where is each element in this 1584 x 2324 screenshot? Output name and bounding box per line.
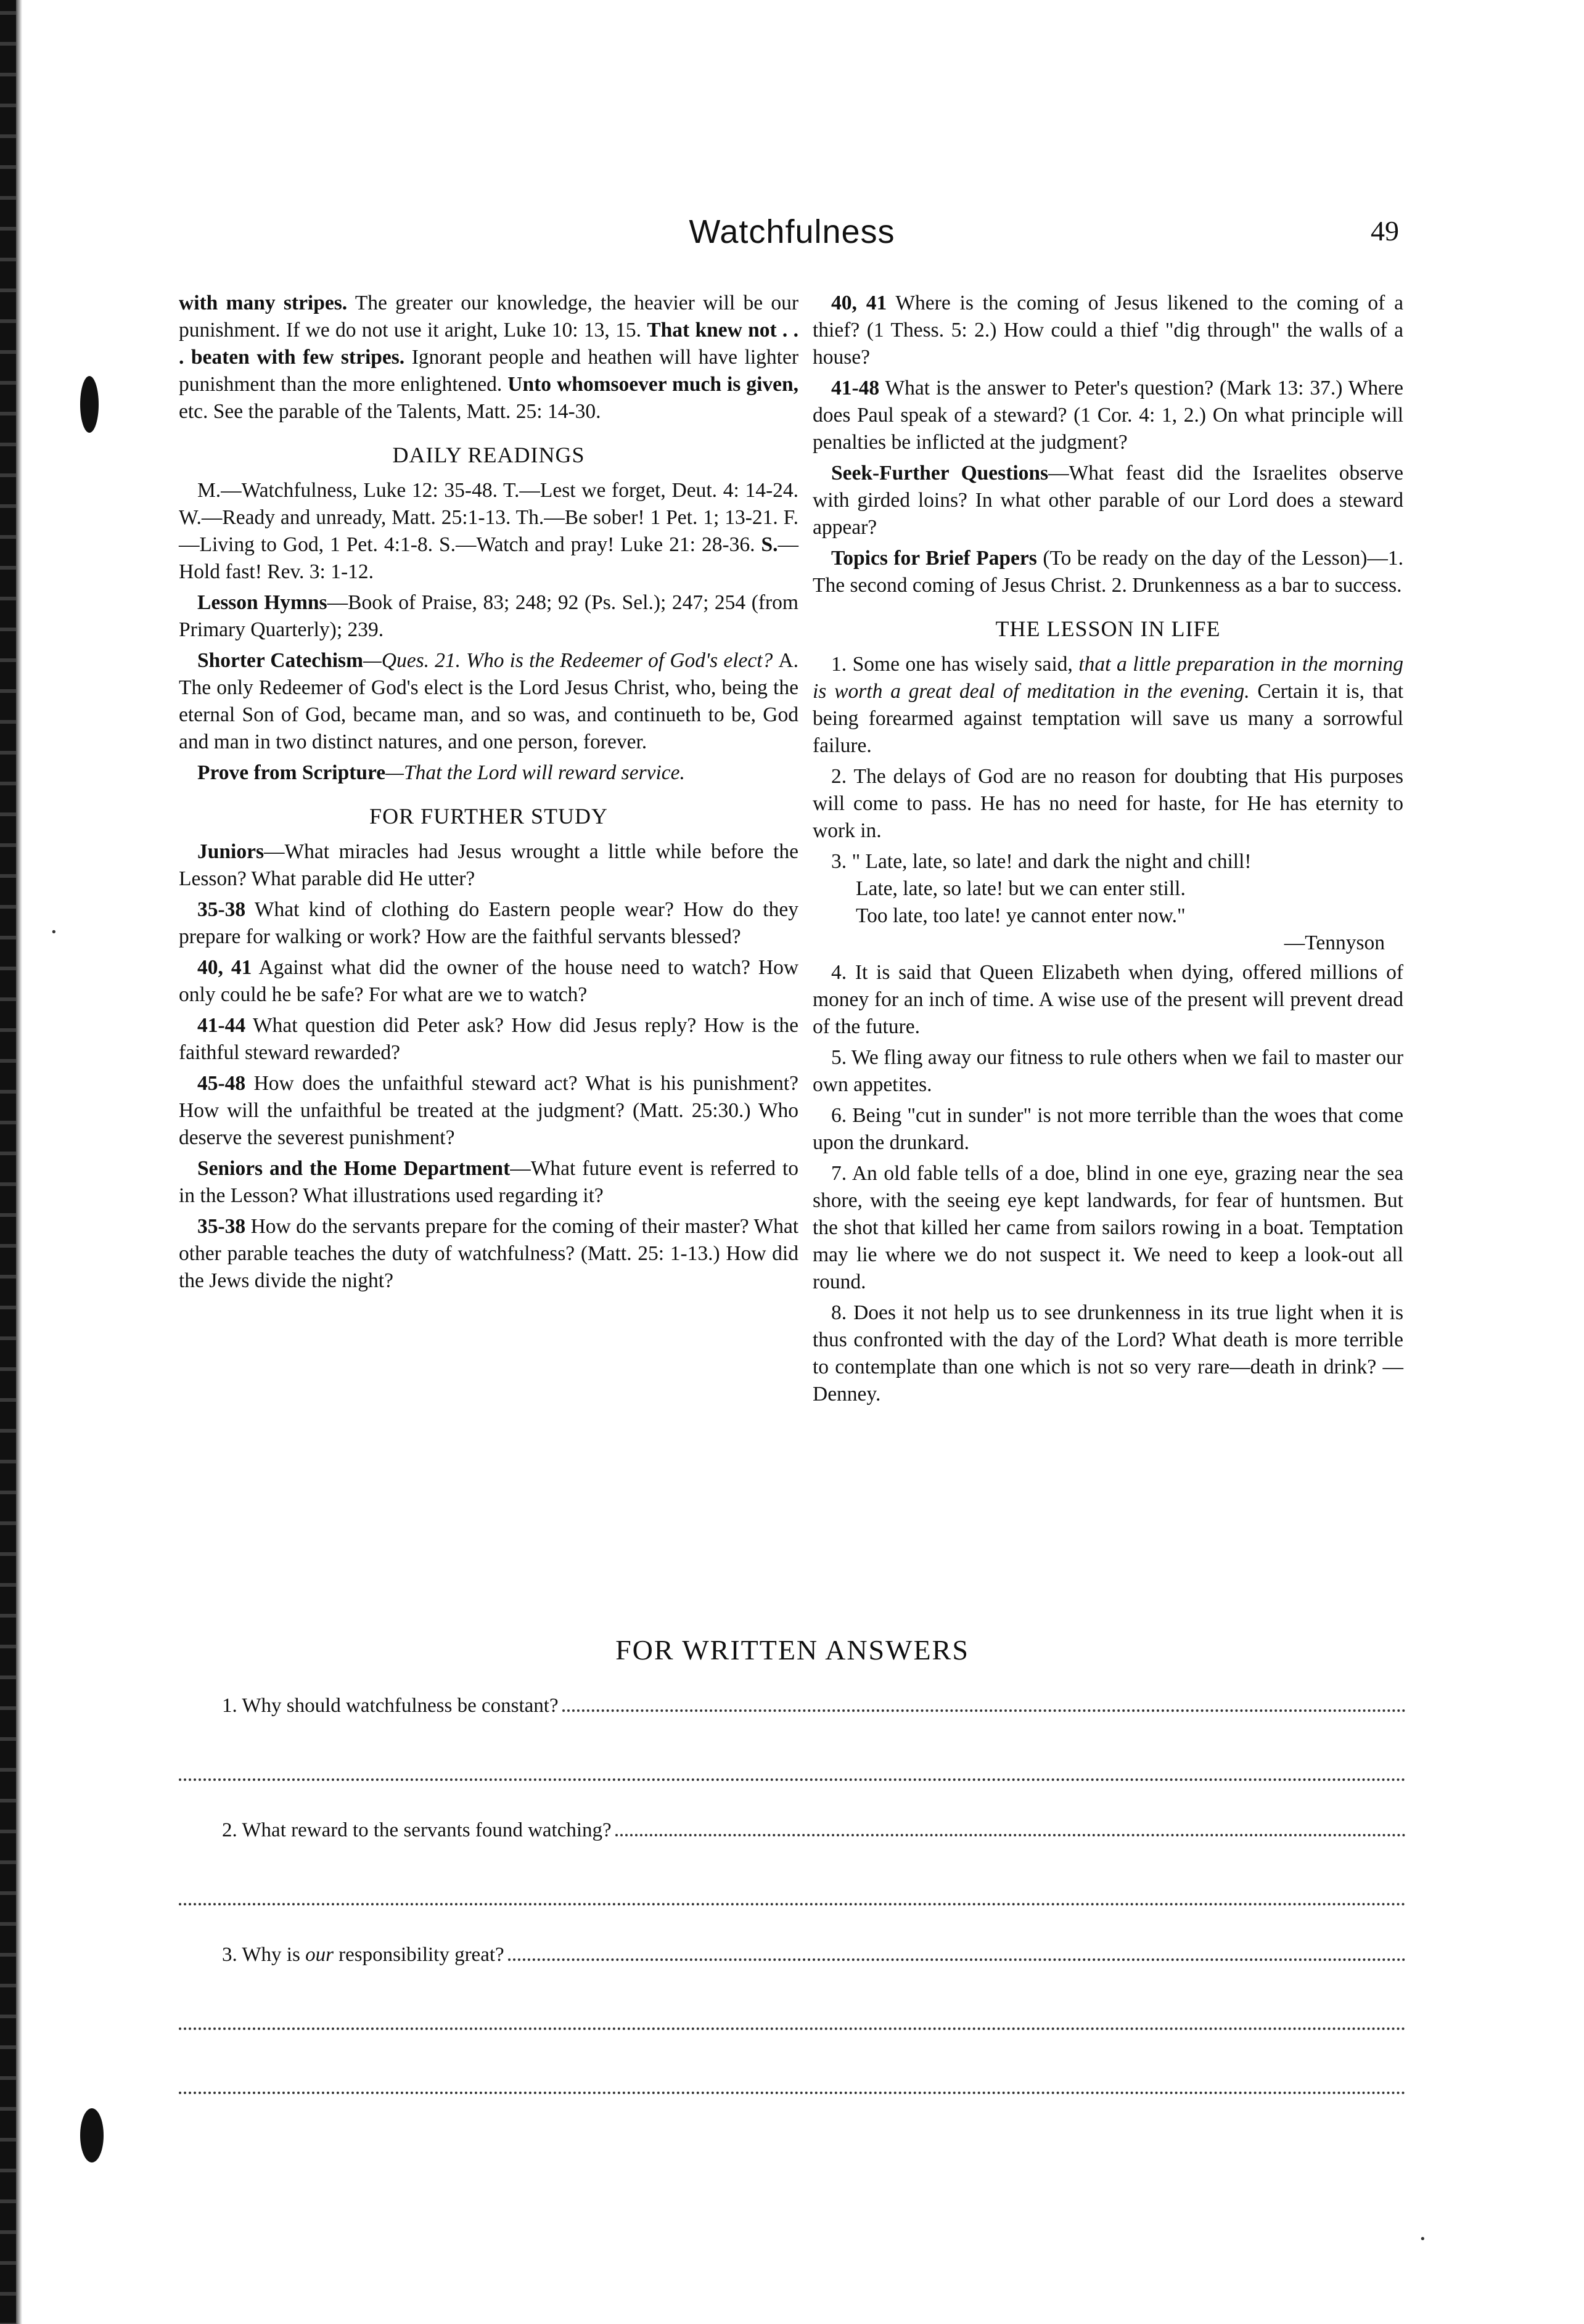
poem-attribution: —Tennyson <box>1284 931 1385 954</box>
answer-line[interactable] <box>508 1940 1406 1961</box>
answer-line[interactable] <box>615 1815 1406 1836</box>
punch-hole-top <box>80 376 99 433</box>
text: Against what did the owner of the house need to watch? How only could he be safe? For what are we to watch? <box>179 956 799 1006</box>
label: Lesson Hymns <box>197 591 327 614</box>
lesson-hymns <box>179 589 798 644</box>
question-text <box>222 1941 504 1968</box>
seniors-section <box>179 1155 798 1209</box>
label: Shorter Catechism <box>197 649 363 672</box>
question-group <box>179 1213 798 1295</box>
question-text: 1. Why should watchfulness be constant? <box>222 1695 559 1717</box>
shorter-catechism <box>179 647 798 756</box>
verse-label: 41-48 <box>831 377 880 399</box>
label: Seniors and the Home Department <box>197 1157 511 1180</box>
text: Where is the coming of Jesus likened to the coming of a thief? (1 Thess. 5: 2.) How could a thief "dig through" the walls of a house? <box>813 292 1403 369</box>
written-question-2 <box>222 1815 1406 1844</box>
ink-speck: · <box>49 917 59 947</box>
question-group <box>179 896 798 951</box>
page-number: 49 <box>1371 215 1399 247</box>
lesson-in-life-heading: THE LESSON IN LIFE <box>995 616 1221 641</box>
verse-label: 40, 41 <box>197 956 252 979</box>
text: What is the answer to Peter's question? (Mark 13: 37.) Where does Paul speak of a steward? (1 Cor. 4: 1, 2.) On what principle will penalties be inflicted at the judgment? <box>813 377 1403 454</box>
life-point-1 <box>813 651 1403 759</box>
written-answers-heading: FOR WRITTEN ANSWERS <box>615 1634 969 1666</box>
binding-shadow <box>16 0 22 2324</box>
text: 1. Some one has wisely said, <box>831 653 1079 676</box>
daily-readings-heading: DAILY READINGS <box>392 443 585 467</box>
question-group <box>813 375 1403 456</box>
life-point-4: 4. It is said that Queen Elizabeth when dying, offered millions of money for an inch of time. A wise use of the present will prevent dread of the future. <box>813 961 1403 1038</box>
punch-hole-bottom <box>80 2108 104 2162</box>
bold-phrase: S. <box>761 533 778 556</box>
life-point-3-poem <box>813 848 1403 957</box>
poem-line: Too late, too late! ye cannot enter now." <box>856 904 1186 927</box>
question-group <box>179 954 798 1009</box>
answer-line[interactable] <box>179 2064 1406 2094</box>
poem-line: 3. " Late, late, so late! and dark the night and chill! <box>831 850 1252 873</box>
verse-label: 41-44 <box>197 1014 246 1037</box>
label: Seek-Further Questions <box>831 462 1049 485</box>
catechism-answer: A. The only Redeemer of God's elect is the Lord Jesus Christ, who, being the eternal Son of God, became man, and so was, and continueth to be, God and man in two distinct natures, and one person, forever. <box>179 649 798 753</box>
answer-line[interactable] <box>562 1691 1406 1712</box>
life-point-7: 7. An old fable tells of a doe, blind in one eye, grazing near the sea shore, with the seeing eye kept landwards, for fear of huntsmen. But the shot that killed her came from sailors rowing in a boat. Temptation may lie where we do not suspect it. We need to keep a look-out all round. <box>813 1162 1403 1293</box>
life-point-8: 8. Does it not help us to see drunkenness in its true light when it is thus confronted with the day of the Lord? What death is more terrible to contemplate than one which is not so very rare—death in drink? —Denney. <box>813 1301 1403 1405</box>
poem-line: Late, late, so late! but we can enter still. <box>856 877 1186 900</box>
bold-phrase: Unto whomsoever much is given, <box>507 373 799 396</box>
topics-for-brief-papers <box>813 545 1403 599</box>
verse-label: 40, 41 <box>831 292 887 314</box>
text: —Ques. 21. <box>363 649 461 672</box>
prove-from-scripture <box>179 759 798 787</box>
text: What kind of clothing do Eastern people wear? How do they prepare for walking or work? How are the faithful servants blessed? <box>179 898 798 948</box>
question-text: 2. What reward to the servants found watching? <box>222 1819 612 1841</box>
bold-phrase: That knew not . . . beaten with few stripes. <box>179 319 798 369</box>
label: Topics for Brief Papers <box>831 547 1037 570</box>
text: —Book of Praise, 83; 248; 92 (Ps. Sel.); 247; 254 (from Primary Quarterly); 239. <box>179 591 798 641</box>
text: responsibility great? <box>333 1944 504 1966</box>
question-group <box>179 1012 798 1066</box>
right-column <box>813 290 1403 1412</box>
text: Ignorant people and heathen will have lighter punishment than the more enlightened. <box>179 346 798 396</box>
text: What question did Peter ask? How did Jesus reply? How is the faithful steward rewarded? <box>179 1014 798 1064</box>
text: M.—Watchfulness, Luke 12: 35-48. T.—Lest we forget, Deut. 4: 14-24. W.—Ready and unready, Matt. 25:1-13. Th.—Be sober! 1 Pet. 1; 13-21. F.—Living to God, 1 Pet. 4:1-8. S.—Watch and pray! Luke 21: 28-36. <box>179 479 798 556</box>
text: How do the servants prepare for the coming of their master? What other parable teaches the duty of watchfulness? (Matt. 25: 1-13.) How did the Jews divide the night? <box>179 1215 798 1292</box>
question-group <box>179 1070 798 1152</box>
ink-speck: · <box>1418 2224 1427 2254</box>
text: —That the Lord will reward service. <box>385 761 685 784</box>
written-question-3 <box>222 1940 1406 1968</box>
text: How does the unfaithful steward act? What is his punishment? How will the unfaithful be treated at the judgment? (Matt. 25:30.) Who deserve the severest punishment? <box>179 1072 798 1149</box>
verse-label: 35-38 <box>197 898 246 921</box>
intro-paragraph <box>179 290 798 425</box>
life-point-2: 2. The delays of God are no reason for doubting that His purposes will come to pass. He has no need for haste, for He has eternity to work in. <box>813 765 1403 842</box>
label: Prove from Scripture <box>197 761 386 784</box>
quote: that a little preparation in the morning is worth a great deal of meditation in the evening. <box>813 653 1403 703</box>
answer-line[interactable] <box>179 1876 1406 1905</box>
verse-label: 45-48 <box>197 1072 246 1095</box>
answer-line[interactable] <box>179 2000 1406 2030</box>
emphasis: our <box>305 1944 334 1966</box>
daily-readings-text <box>179 477 798 586</box>
written-answers-section <box>179 1634 1406 2129</box>
catechism-question: Who is the Redeemer of God's elect? <box>461 649 779 672</box>
page-title: Watchfulness <box>689 213 895 250</box>
seek-further-questions <box>813 460 1403 541</box>
text: (To be ready on the day of the Lesson)—1. The second coming of Jesus Christ. 2. Drunkenness as a bar to success. <box>813 547 1403 597</box>
answer-line[interactable] <box>179 1751 1406 1781</box>
book-binding-edge <box>0 0 16 2324</box>
juniors-section <box>179 838 798 893</box>
text: —What feast did the Israelites observe with girded loins? In what other parable of our Lord does a steward appear? <box>813 462 1403 539</box>
text: The greater our knowledge, the heavier will be our punishment. If we do not use it aright, Luke 10: 13, 15. <box>179 292 798 342</box>
further-study-heading: FOR FURTHER STUDY <box>369 804 608 829</box>
life-point-6: 6. Being "cut in sunder" is not more terrible than the woes that come upon the drunkard. <box>813 1104 1403 1154</box>
verse-label: 35-38 <box>197 1215 246 1238</box>
text: —What future event is referred to in the Lesson? What illustrations used regarding it? <box>179 1157 799 1207</box>
bold-phrase: with many stripes. <box>179 292 348 314</box>
text: Certain it is, that being forearmed against temptation will save us many a sorrowful failure. <box>813 680 1403 757</box>
left-column <box>179 290 798 1298</box>
text: 3. Why is <box>222 1944 306 1966</box>
text: —Hold fast! Rev. 3: 1-12. <box>179 533 798 583</box>
written-question-1 <box>222 1691 1406 1719</box>
label: Juniors <box>197 840 264 863</box>
text: —What miracles had Jesus wrought a little while before the Lesson? What parable did He utter? <box>179 840 798 890</box>
text: etc. See the parable of the Talents, Matt. 25: 14-30. <box>179 400 601 423</box>
question-group <box>813 290 1403 371</box>
life-point-5: 5. We fling away our fitness to rule others when we fail to master our own appetites. <box>813 1046 1403 1096</box>
